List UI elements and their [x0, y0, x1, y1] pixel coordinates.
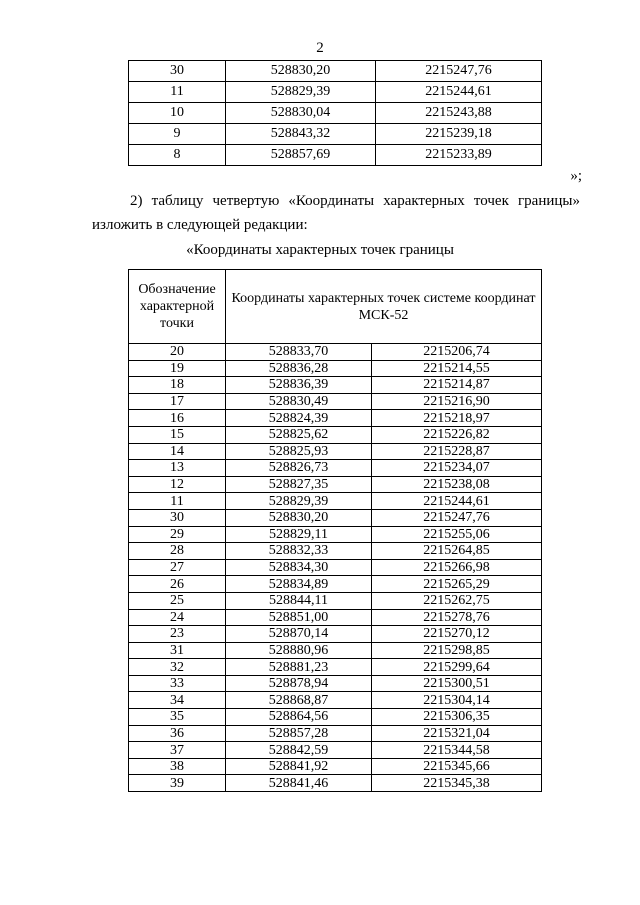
- x-coordinate-cell: 528826,73: [226, 460, 372, 477]
- table-row: [129, 543, 542, 560]
- y-coordinate-cell: 2215278,76: [372, 609, 542, 626]
- table-row: [129, 725, 542, 742]
- y-coordinate-cell: 2215234,07: [372, 460, 542, 477]
- y-coordinate-cell: 2215216,90: [372, 393, 542, 410]
- x-coordinate-cell: 528834,89: [226, 576, 372, 593]
- table-row: [129, 103, 542, 124]
- table-row: [129, 426, 542, 443]
- y-coordinate-cell: 2215321,04: [372, 725, 542, 742]
- table-row: [129, 609, 542, 626]
- x-coordinate-cell: 528841,46: [226, 775, 372, 792]
- x-coordinate-cell: 528834,30: [226, 559, 372, 576]
- y-coordinate-cell: 2215264,85: [372, 543, 542, 560]
- y-coordinate-cell: 2215239,18: [376, 124, 542, 145]
- closing-quote: »;: [570, 168, 582, 184]
- y-coordinate-cell: 2215270,12: [372, 626, 542, 643]
- point-number-cell: 11: [129, 493, 226, 510]
- y-coordinate-cell: 2215244,61: [372, 493, 542, 510]
- point-number-cell: 29: [129, 526, 226, 543]
- x-coordinate-cell: 528842,59: [226, 742, 372, 759]
- x-coordinate-cell: 528825,62: [226, 426, 372, 443]
- y-coordinate-cell: 2215344,58: [372, 742, 542, 759]
- point-number-cell: 24: [129, 609, 226, 626]
- point-number-cell: 27: [129, 559, 226, 576]
- x-coordinate-cell: 528843,32: [226, 124, 376, 145]
- y-coordinate-cell: 2215226,82: [372, 426, 542, 443]
- table-row: [129, 626, 542, 643]
- table-row: [129, 709, 542, 726]
- y-coordinate-cell: 2215304,14: [372, 692, 542, 709]
- paragraph-line-2: изложить в следующей редакции:: [92, 217, 308, 233]
- point-number-cell: 23: [129, 626, 226, 643]
- point-number-cell: 9: [129, 124, 226, 145]
- table-row: [129, 82, 542, 103]
- point-number-cell: 10: [129, 103, 226, 124]
- y-coordinate-cell: 2215299,64: [372, 659, 542, 676]
- x-coordinate-cell: 528841,92: [226, 758, 372, 775]
- point-number-cell: 26: [129, 576, 226, 593]
- point-number-cell: 35: [129, 709, 226, 726]
- x-coordinate-cell: 528825,93: [226, 443, 372, 460]
- point-number-cell: 28: [129, 543, 226, 560]
- x-coordinate-cell: 528851,00: [226, 609, 372, 626]
- point-number-cell: 13: [129, 460, 226, 477]
- x-coordinate-cell: 528830,20: [226, 509, 372, 526]
- table-row: [129, 124, 542, 145]
- point-number-cell: 33: [129, 675, 226, 692]
- top-coordinates-table: [128, 60, 542, 166]
- table-row: [129, 775, 542, 792]
- table-row: [129, 758, 542, 775]
- x-coordinate-cell: 528836,28: [226, 360, 372, 377]
- x-coordinate-cell: 528868,87: [226, 692, 372, 709]
- page-number: 2: [316, 40, 324, 56]
- point-number-cell: 37: [129, 742, 226, 759]
- x-coordinate-cell: 528880,96: [226, 642, 372, 659]
- table-row: [129, 443, 542, 460]
- point-number-cell: 30: [129, 61, 226, 82]
- point-number-cell: 32: [129, 659, 226, 676]
- y-coordinate-cell: 2215214,87: [372, 377, 542, 394]
- table-row: [129, 476, 542, 493]
- y-coordinate-cell: 2215266,98: [372, 559, 542, 576]
- y-coordinate-cell: 2215247,76: [372, 509, 542, 526]
- table-row: [129, 592, 542, 609]
- x-coordinate-cell: 528878,94: [226, 675, 372, 692]
- x-coordinate-cell: 528827,35: [226, 476, 372, 493]
- x-coordinate-cell: 528836,39: [226, 377, 372, 394]
- x-coordinate-cell: 528830,20: [226, 61, 376, 82]
- point-number-cell: 19: [129, 360, 226, 377]
- y-coordinate-cell: 2215306,35: [372, 709, 542, 726]
- point-number-cell: 8: [129, 145, 226, 166]
- point-number-cell: 36: [129, 725, 226, 742]
- point-number-cell: 18: [129, 377, 226, 394]
- point-number-cell: 11: [129, 82, 226, 103]
- x-coordinate-cell: 528829,39: [226, 82, 376, 103]
- point-number-cell: 20: [129, 344, 226, 361]
- table-caption: «Координаты характерных точек границы: [186, 242, 454, 258]
- table-row: [129, 360, 542, 377]
- x-coordinate-cell: 528830,04: [226, 103, 376, 124]
- point-number-cell: 31: [129, 642, 226, 659]
- top-table-body: [129, 61, 542, 166]
- main-table-header-row: [129, 270, 542, 344]
- table-row: [129, 559, 542, 576]
- table-row: [129, 61, 542, 82]
- x-coordinate-cell: 528870,14: [226, 626, 372, 643]
- y-coordinate-cell: 2215243,88: [376, 103, 542, 124]
- table-row: [129, 393, 542, 410]
- y-coordinate-cell: 2215345,38: [372, 775, 542, 792]
- y-coordinate-cell: 2215228,87: [372, 443, 542, 460]
- point-number-cell: 15: [129, 426, 226, 443]
- table-row: [129, 526, 542, 543]
- x-coordinate-cell: 528844,11: [226, 592, 372, 609]
- x-coordinate-cell: 528857,28: [226, 725, 372, 742]
- y-coordinate-cell: 2215244,61: [376, 82, 542, 103]
- x-coordinate-cell: 528881,23: [226, 659, 372, 676]
- table-row: [129, 460, 542, 477]
- y-coordinate-cell: 2215300,51: [372, 675, 542, 692]
- x-coordinate-cell: 528830,49: [226, 393, 372, 410]
- point-number-cell: 38: [129, 758, 226, 775]
- table-row: [129, 692, 542, 709]
- y-coordinate-cell: 2215262,75: [372, 592, 542, 609]
- table-row: [129, 675, 542, 692]
- table-row: [129, 344, 542, 361]
- x-coordinate-cell: 528857,69: [226, 145, 376, 166]
- y-coordinate-cell: 2215214,55: [372, 360, 542, 377]
- y-coordinate-cell: 2215345,66: [372, 758, 542, 775]
- y-coordinate-cell: 2215265,29: [372, 576, 542, 593]
- x-coordinate-cell: 528824,39: [226, 410, 372, 427]
- y-coordinate-cell: 2215206,74: [372, 344, 542, 361]
- table-row: [129, 145, 542, 166]
- y-coordinate-cell: 2215238,08: [372, 476, 542, 493]
- point-number-cell: 25: [129, 592, 226, 609]
- table-row: [129, 410, 542, 427]
- table-row: [129, 377, 542, 394]
- x-coordinate-cell: 528864,56: [226, 709, 372, 726]
- table-row: [129, 509, 542, 526]
- table-row: [129, 659, 542, 676]
- point-number-cell: 14: [129, 443, 226, 460]
- table-row: [129, 642, 542, 659]
- x-coordinate-cell: 528833,70: [226, 344, 372, 361]
- header-coordinates: Координаты характерных точек системе координат МСК-52: [226, 270, 542, 344]
- y-coordinate-cell: 2215255,06: [372, 526, 542, 543]
- table-row: [129, 742, 542, 759]
- point-number-cell: 16: [129, 410, 226, 427]
- table-row: [129, 493, 542, 510]
- point-number-cell: 34: [129, 692, 226, 709]
- main-table-body: [129, 344, 542, 792]
- table-row: [129, 576, 542, 593]
- y-coordinate-cell: 2215218,97: [372, 410, 542, 427]
- point-number-cell: 39: [129, 775, 226, 792]
- header-point-designation: Обозначение характерной точки: [129, 270, 226, 344]
- y-coordinate-cell: 2215298,85: [372, 642, 542, 659]
- x-coordinate-cell: 528829,39: [226, 493, 372, 510]
- x-coordinate-cell: 528832,33: [226, 543, 372, 560]
- y-coordinate-cell: 2215233,89: [376, 145, 542, 166]
- point-number-cell: 12: [129, 476, 226, 493]
- paragraph-line-1: 2) таблицу четвертую «Координаты характерных точек границы»: [130, 193, 580, 209]
- x-coordinate-cell: 528829,11: [226, 526, 372, 543]
- y-coordinate-cell: 2215247,76: [376, 61, 542, 82]
- point-number-cell: 30: [129, 509, 226, 526]
- point-number-cell: 17: [129, 393, 226, 410]
- main-coordinates-table: [128, 269, 542, 792]
